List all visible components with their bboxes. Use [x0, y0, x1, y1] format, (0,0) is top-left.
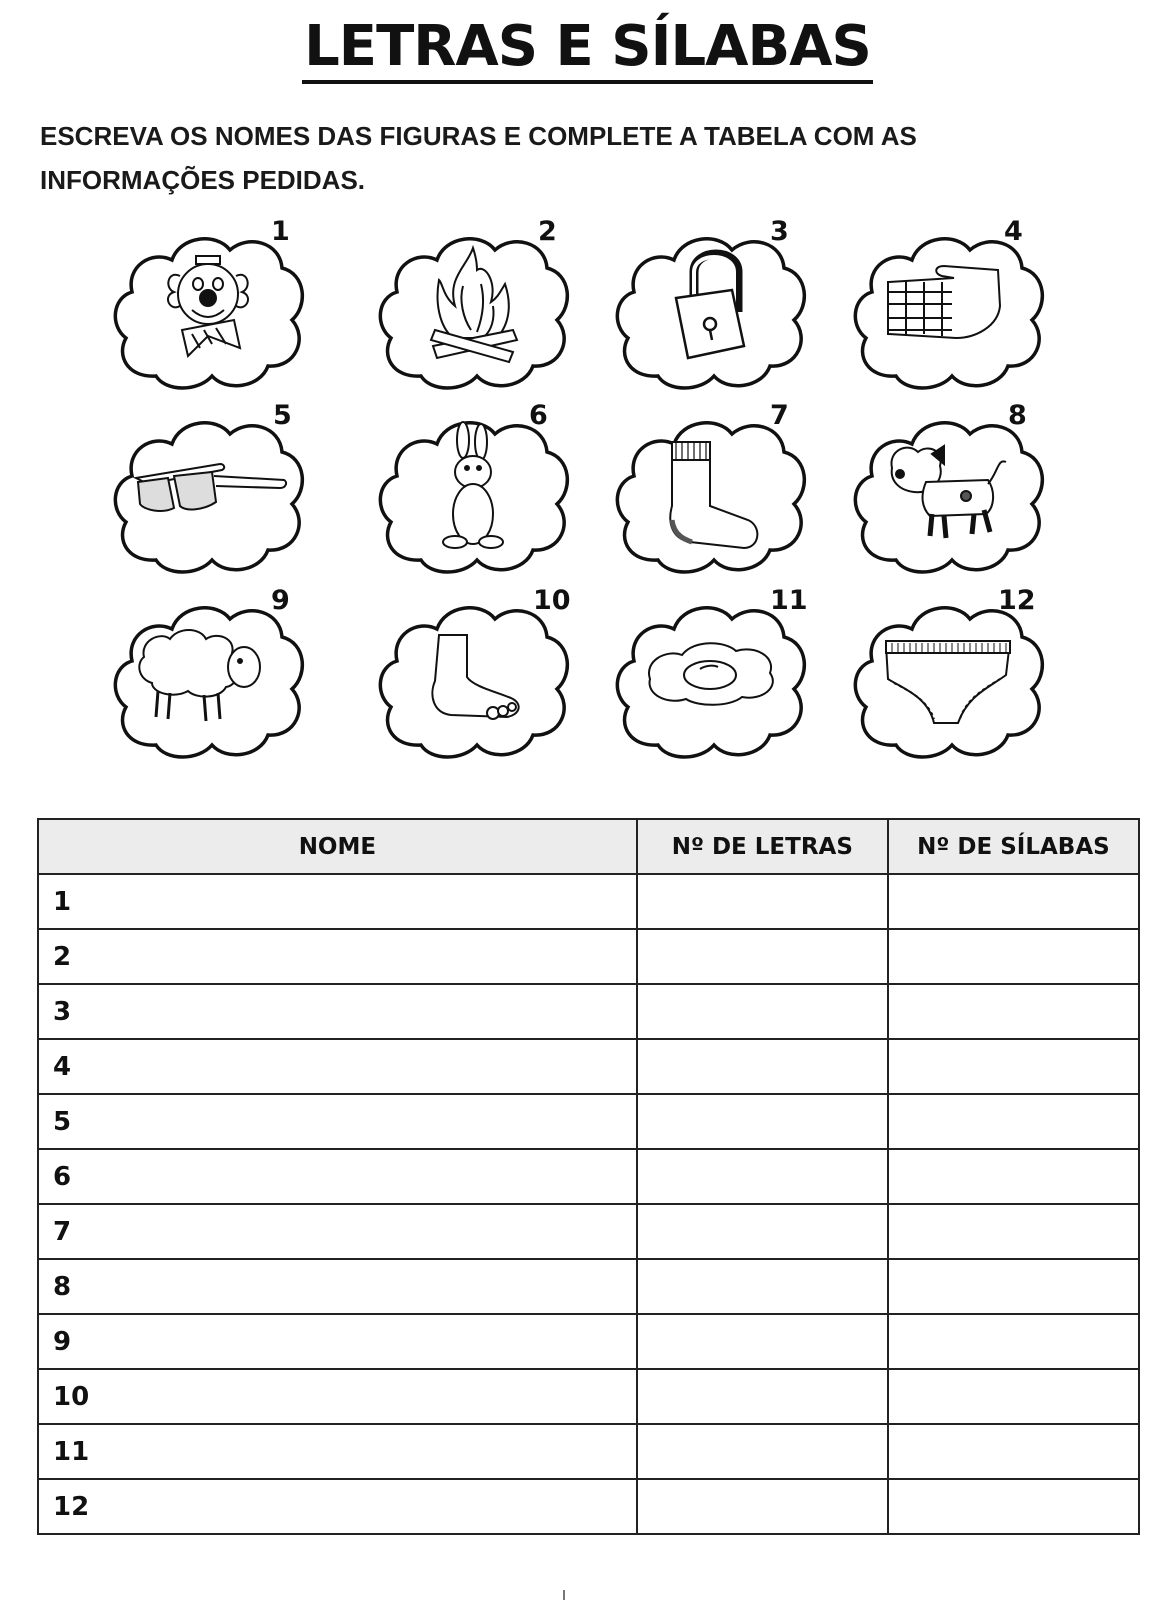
letters-count-cell[interactable]	[637, 929, 888, 984]
row-name-cell[interactable]: 10	[38, 1369, 637, 1424]
answer-table	[37, 818, 1140, 1535]
row-name-cell[interactable]: 9	[38, 1314, 637, 1369]
figure-1	[108, 216, 308, 391]
syllables-count-cell[interactable]	[888, 1039, 1139, 1094]
syllables-count-cell[interactable]	[888, 1204, 1139, 1259]
figure-number: 1	[271, 216, 290, 247]
figure-12	[848, 585, 1048, 760]
syllables-count-cell[interactable]	[888, 1424, 1139, 1479]
figure-2	[373, 216, 573, 391]
figure-number: 12	[998, 585, 1036, 616]
letters-count-cell[interactable]	[637, 1314, 888, 1369]
row-name-cell[interactable]: 2	[38, 929, 637, 984]
figure-number: 8	[1008, 400, 1027, 431]
cloud-frame	[373, 226, 573, 391]
worksheet-title: LETRAS E SÍLABAS	[302, 14, 873, 84]
table-row	[38, 1039, 1139, 1094]
cloud-frame	[610, 410, 810, 575]
letters-count-cell[interactable]	[637, 1259, 888, 1314]
cloud-frame	[108, 410, 308, 575]
row-name-cell[interactable]: 5	[38, 1094, 637, 1149]
letters-count-cell[interactable]	[637, 1424, 888, 1479]
header-num-silabas: Nº DE SÍLABAS	[888, 819, 1139, 874]
figure-6	[373, 400, 573, 575]
figure-number: 7	[770, 400, 789, 431]
instructions-line-1: ESCREVA OS NOMES DAS FIGURAS E COMPLETE A TABELA COM AS	[40, 121, 917, 151]
cloud-frame	[373, 410, 573, 575]
letters-count-cell[interactable]	[637, 1149, 888, 1204]
table-row	[38, 1259, 1139, 1314]
figure-3	[610, 216, 810, 391]
page-fold-mark	[563, 1590, 565, 1600]
syllables-count-cell[interactable]	[888, 929, 1139, 984]
row-name-cell[interactable]: 12	[38, 1479, 637, 1534]
row-name-cell[interactable]: 11	[38, 1424, 637, 1479]
table-row	[38, 1204, 1139, 1259]
table-header-row	[38, 819, 1139, 874]
table-row	[38, 1479, 1139, 1534]
table-row	[38, 1149, 1139, 1204]
figure-number: 6	[529, 400, 548, 431]
syllables-count-cell[interactable]	[888, 1479, 1139, 1534]
syllables-count-cell[interactable]	[888, 1314, 1139, 1369]
figure-9	[108, 585, 308, 760]
cloud-frame	[848, 595, 1048, 760]
instructions-line-2: INFORMAÇÕES PEDIDAS.	[40, 165, 366, 195]
table-row	[38, 929, 1139, 984]
header-num-letras: Nº DE LETRAS	[637, 819, 888, 874]
letters-count-cell[interactable]	[637, 1204, 888, 1259]
header-nome: NOME	[38, 819, 637, 874]
letters-count-cell[interactable]	[637, 1094, 888, 1149]
figure-number: 3	[770, 216, 789, 247]
table-row	[38, 1094, 1139, 1149]
table-row	[38, 984, 1139, 1039]
row-name-cell[interactable]: 3	[38, 984, 637, 1039]
table-row	[38, 1424, 1139, 1479]
figure-number: 9	[271, 585, 290, 616]
figure-5	[108, 400, 308, 575]
letters-count-cell[interactable]	[637, 874, 888, 929]
syllables-count-cell[interactable]	[888, 1369, 1139, 1424]
row-name-cell[interactable]: 8	[38, 1259, 637, 1314]
figure-number: 10	[533, 585, 571, 616]
syllables-count-cell[interactable]	[888, 874, 1139, 929]
letters-count-cell[interactable]	[637, 1479, 888, 1534]
figure-4	[848, 216, 1048, 391]
figure-number: 11	[770, 585, 808, 616]
figure-8	[848, 400, 1048, 575]
figure-number: 4	[1004, 216, 1023, 247]
table-row	[38, 1369, 1139, 1424]
cloud-frame	[610, 226, 810, 391]
figure-number: 2	[538, 216, 557, 247]
table-row	[38, 1314, 1139, 1369]
syllables-count-cell[interactable]	[888, 984, 1139, 1039]
figure-11	[610, 585, 810, 760]
letters-count-cell[interactable]	[637, 1369, 888, 1424]
figure-10	[373, 585, 573, 760]
syllables-count-cell[interactable]	[888, 1149, 1139, 1204]
syllables-count-cell[interactable]	[888, 1094, 1139, 1149]
cloud-frame	[108, 595, 308, 760]
syllables-count-cell[interactable]	[888, 1259, 1139, 1314]
cloud-frame	[108, 226, 308, 391]
cloud-frame	[373, 595, 573, 760]
row-name-cell[interactable]: 4	[38, 1039, 637, 1094]
cloud-frame	[848, 226, 1048, 391]
figure-number: 5	[273, 400, 292, 431]
cloud-frame	[610, 595, 810, 760]
row-name-cell[interactable]: 1	[38, 874, 637, 929]
row-name-cell[interactable]: 6	[38, 1149, 637, 1204]
row-name-cell[interactable]: 7	[38, 1204, 637, 1259]
letters-count-cell[interactable]	[637, 984, 888, 1039]
table-row	[38, 874, 1139, 929]
letters-count-cell[interactable]	[637, 1039, 888, 1094]
figure-7	[610, 400, 810, 575]
cloud-frame	[848, 410, 1048, 575]
